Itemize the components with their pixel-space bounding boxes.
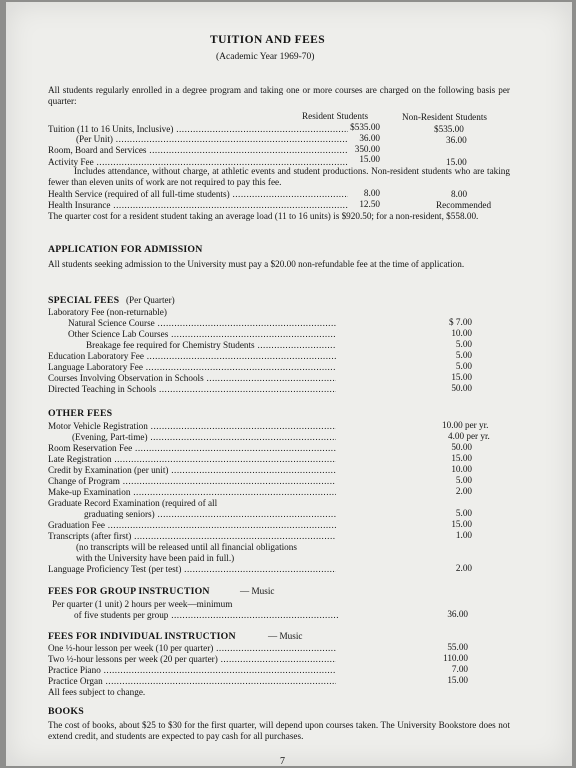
group-instruction-amount: 36.00 (447, 609, 468, 619)
tuition-row-label: (Per Unit) ..... (76, 134, 348, 145)
fee-label: Room Reservation Fee ..... (48, 443, 336, 454)
col-header-nonresident: Non-Resident Students (402, 112, 487, 122)
health-row-nonresident: 8.00 (451, 189, 468, 199)
tuition-row-resident: 36.00 (359, 133, 380, 143)
fee-amount: 10.00 (451, 328, 472, 338)
health-row-resident: 12.50 (359, 199, 380, 209)
fee-label: Transcripts (after first) ..... (48, 531, 336, 542)
intro-paragraph: All students regularly enrolled in a degree program and taking one or more courses are charged on the following basis per quarter: (48, 85, 510, 106)
tuition-row-resident: $535.00 (350, 122, 380, 132)
tuition-row-nonresident: 36.00 (446, 135, 467, 145)
group-instruction-qualifier: — Music (240, 586, 275, 596)
document-page (6, 2, 572, 766)
lesson-amount: 15.00 (447, 675, 468, 685)
activity-note: Includes attendance, without charge, at athletic events and student productions. Non-resident students who are taking fewer than eleven units of work are not required to pay this fee. (48, 166, 510, 187)
fee-label: Late Registration ..... (48, 454, 336, 465)
fee-amount: 4.00 per yr. (448, 431, 490, 441)
lesson-label: One ½-hour lesson per week (10 per quarter) ..... (48, 643, 336, 654)
group-instruction-line: of five students per group ..... (74, 610, 338, 621)
fee-amount: 50.00 (451, 442, 472, 452)
health-row-label: Health Insurance ..... (48, 200, 348, 211)
fee-amount: 10.00 (451, 464, 472, 474)
tuition-row-nonresident: 15.00 (446, 157, 467, 167)
fee-label: graduating seniors) ..... (84, 509, 336, 520)
other-fees-heading: OTHER FEES (48, 408, 113, 419)
fee-label: Credit by Examination (per unit) ..... (48, 465, 336, 476)
fee-amount: 5.00 (455, 508, 472, 518)
group-instruction-heading: FEES FOR GROUP INSTRUCTION (48, 586, 210, 597)
lesson-amount: 7.00 (451, 664, 468, 674)
individual-instruction-heading: FEES FOR INDIVIDUAL INSTRUCTION (48, 631, 236, 642)
tuition-row-resident: 350.00 (354, 144, 380, 154)
special-fees-qualifier: (Per Quarter) (126, 295, 175, 305)
fee-label: Motor Vehicle Registration ..... (48, 421, 336, 432)
fee-label: Make-up Examination ..... (48, 487, 336, 498)
fee-label: Other Science Lab Courses ..... (68, 329, 336, 340)
fee-label: Courses Involving Observation in Schools ..... (48, 373, 336, 384)
fee-label: Laboratory Fee (non-returnable) (48, 307, 167, 317)
lesson-amount: 110.00 (443, 653, 468, 663)
special-fees-heading: SPECIAL FEES (48, 295, 120, 306)
group-instruction-line: Per quarter (1 unit) 2 hours per week—minimum (52, 599, 233, 609)
fee-label: Natural Science Course ..... (68, 318, 336, 329)
fees-change-note: All fees subject to change. (48, 687, 146, 697)
fee-amount: 5.00 (455, 475, 472, 485)
books-text: The cost of books, about $25 to $30 for the first quarter, will depend upon courses taken. The University Bookstore does not extend credit, and students are expected to pay cash for all purchases. (48, 720, 510, 741)
fee-label: Language Laboratory Fee ..... (48, 362, 336, 373)
fee-label: (no transcripts will be released until all financial obligations (76, 542, 297, 552)
fee-label: Language Proficiency Test (per test) ..... (48, 564, 336, 575)
individual-instruction-qualifier: — Music (268, 631, 303, 641)
fee-amount: 5.00 (455, 350, 472, 360)
books-heading: BOOKS (48, 706, 84, 717)
application-heading: APPLICATION FOR ADMISSION (48, 244, 203, 255)
fee-label: Breakage fee required for Chemistry Students ..... (86, 340, 336, 351)
cost-summary: The quarter cost for a resident student taking an average load (11 to 16 units) is $920.50; for a non-resident, $558.00. (48, 211, 479, 221)
fee-amount: 50.00 (451, 383, 472, 393)
tuition-row-resident: 15.00 (359, 154, 380, 164)
fee-label: with the University have been paid in full.) (76, 553, 235, 563)
health-row-label: Health Service (required of all full-time students) ..... (48, 189, 348, 200)
fee-amount: 15.00 (451, 453, 472, 463)
lesson-label: Two ½-hour lessons per week (20 per quarter) ..... (48, 654, 336, 665)
fee-label: Graduation Fee ..... (48, 520, 336, 531)
fee-amount: 10.00 per yr. (442, 420, 489, 430)
fee-label: Change of Program ..... (48, 476, 336, 487)
health-row-resident: 8.00 (363, 188, 380, 198)
application-text: All students seeking admission to the University must pay a $20.00 non-refundable fee at the time of application. (48, 259, 465, 269)
lesson-label: Practice Piano ..... (48, 665, 336, 676)
tuition-row-label: Activity Fee ..... (48, 157, 348, 168)
fee-amount: 5.00 (455, 339, 472, 349)
fee-label: Education Laboratory Fee ..... (48, 351, 336, 362)
fee-amount: 2.00 (455, 486, 472, 496)
fee-label: Directed Teaching in Schools ..... (48, 384, 336, 395)
fee-amount: 2.00 (455, 563, 472, 573)
lesson-label: Practice Organ ..... (48, 676, 336, 687)
fee-label: (Evening, Part-time) ..... (72, 432, 336, 443)
page-title: TUITION AND FEES (210, 34, 326, 46)
fee-amount: 5.00 (455, 361, 472, 371)
page-number: 7 (280, 756, 285, 767)
tuition-row-nonresident: $535.00 (434, 124, 464, 134)
health-row-nonresident: Recommended (436, 200, 492, 210)
fee-label: Graduate Record Examination (required of all (48, 498, 218, 508)
lesson-amount: 55.00 (447, 642, 468, 652)
col-header-resident: Resident Students (302, 111, 369, 121)
fee-amount: 15.00 (451, 519, 472, 529)
fee-amount: 1.00 (455, 530, 472, 540)
fee-amount: 15.00 (451, 372, 472, 382)
tuition-row-label: Tuition (11 to 16 Units, Inclusive) ..... (48, 124, 348, 135)
fee-amount: $ 7.00 (449, 317, 472, 327)
page-subtitle: (Academic Year 1969-70) (216, 52, 315, 62)
tuition-row-label: Room, Board and Services ..... (48, 145, 348, 156)
